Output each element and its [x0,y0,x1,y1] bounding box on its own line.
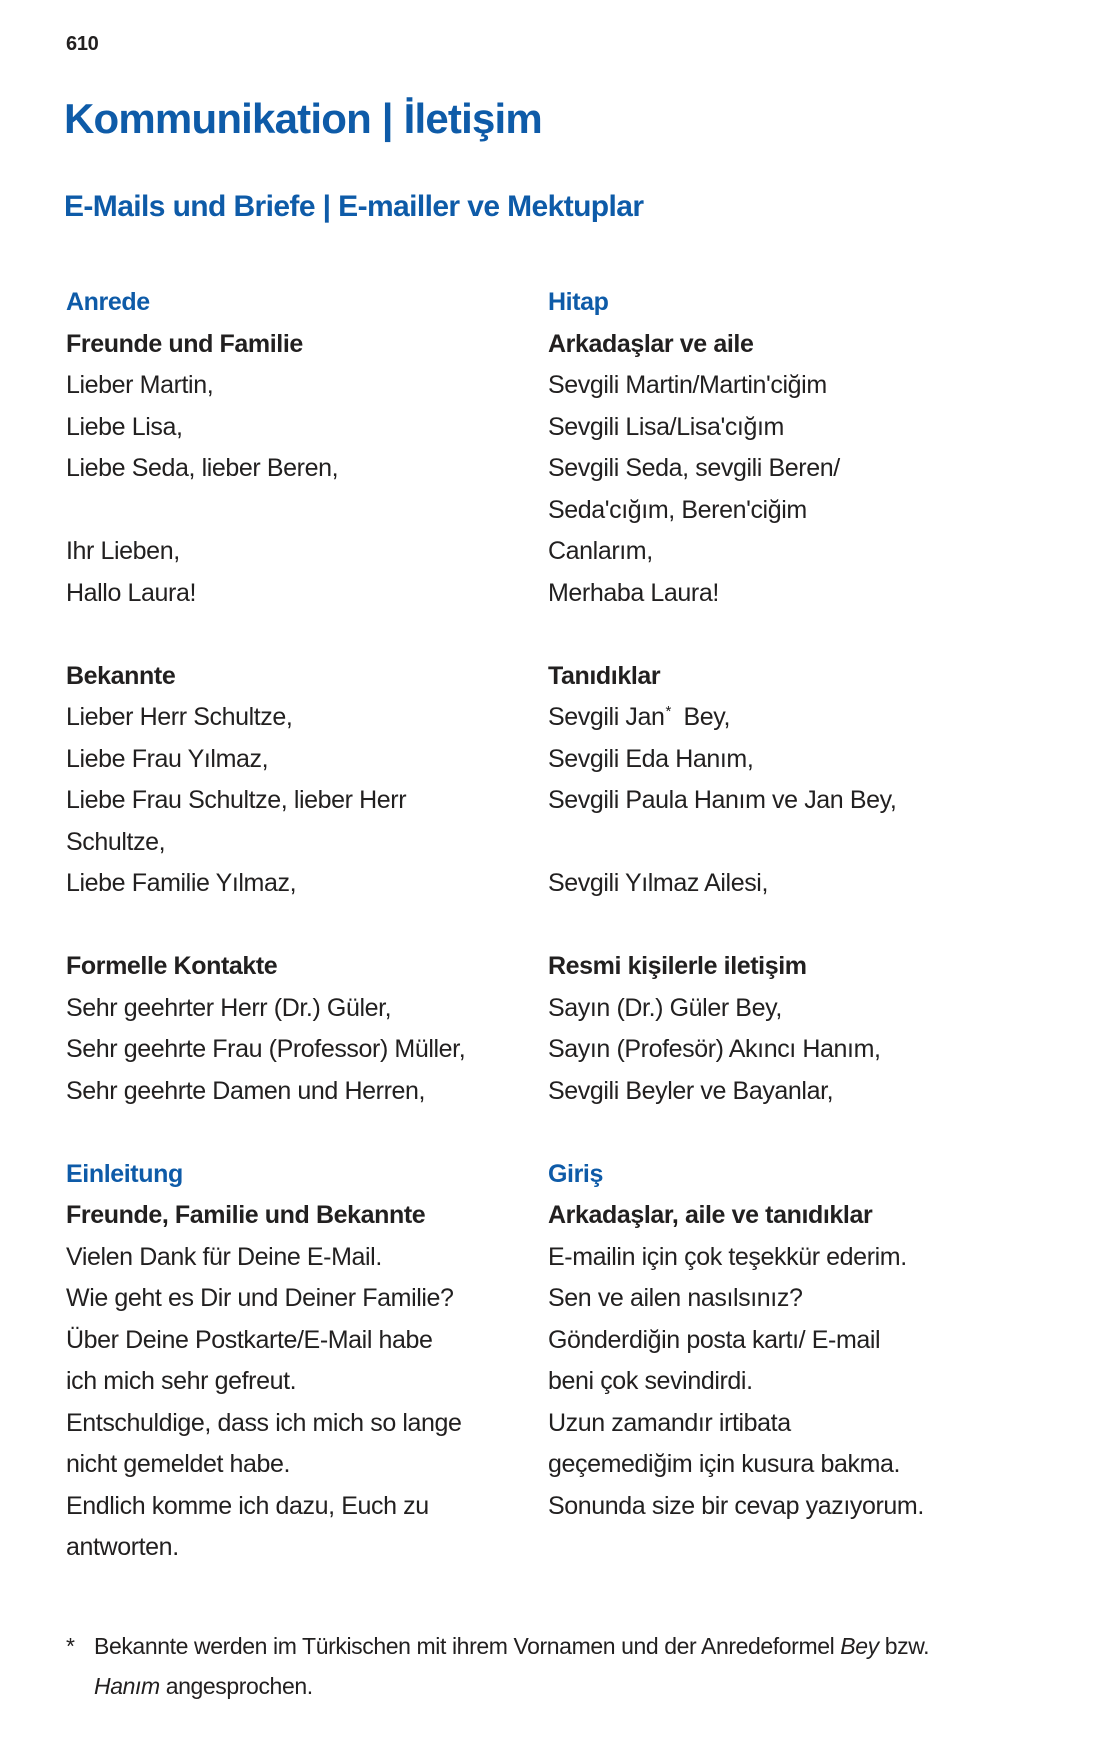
subsection-heading: Freunde und Familie [66,329,303,358]
phrase-line: Sehr geehrte Frau (Professor) Müller, [66,1035,466,1063]
phrase-line: E-mailin için çok teşekkür ederim. [548,1242,907,1271]
phrase-line: Liebe Frau Yılmaz, [66,744,269,773]
phrase-line: Sayın (Dr.) Güler Bey, [548,993,782,1022]
phrase-line: Liebe Lisa, [66,412,183,441]
footnote-segment: angesprochen. [159,1673,313,1699]
phrase-line [548,697,1081,739]
column-turkish [548,282,1081,1569]
spacer-line [66,614,548,656]
phrase-line: Vielen Dank für Deine E-Mail. [66,1242,382,1271]
phrase-line: Sehr geehrte Damen und Herren, [66,1076,426,1105]
footnote-term-italic: Hanım [94,1673,160,1699]
phrase-line: Merhaba Laura! [548,578,719,607]
phrase-line: Entschuldige, dass ich mich so lange [66,1408,462,1437]
phrase-line: Sayın (Profesör) Akıncı Hanım, [548,1035,881,1063]
subsection-heading: Bekannte [66,661,176,690]
column-german [66,282,548,1569]
spacer-line [548,905,1081,947]
spacer-line [548,1112,1081,1154]
page-subtitle: E-Mails und Briefe | E-mailler ve Mektuplar [64,190,644,223]
phrase-line: Lieber Herr Schultze, [66,703,293,731]
phrase-line: Sevgili Lisa/Lisa'cığım [548,412,784,441]
phrase-line: nicht gemeldet habe. [66,1450,291,1478]
phrase-line: Hallo Laura! [66,578,197,607]
footnote-term-italic: Bey [840,1633,879,1659]
phrase-line: Seda'cığım, Beren'ciğim [548,495,807,524]
subsection-heading: Freunde, Familie und Bekannte [66,1201,426,1229]
phrase-line: Liebe Frau Schultze, lieber Herr [66,786,407,814]
footnote-segment: Bekannte werden im Türkischen mit ihrem Vornamen und der Anredeformel [94,1633,841,1659]
footnote-marker: * [66,1633,75,1659]
phrase-line: Sevgili Paula Hanım ve Jan Bey, [548,786,897,814]
phrase-line: Liebe Seda, lieber Beren, [66,454,339,482]
phrase-line: Sen ve ailen nasılsınız? [548,1284,803,1312]
phrase-line: Sevgili Seda, sevgili Beren/ [548,454,840,482]
phrase-line: Über Deine Postkarte/E-Mail habe [66,1325,433,1354]
phrase-line: antworten. [66,1533,179,1561]
phrase-line: beni çok sevindirdi. [548,1367,753,1395]
footnote [66,1626,1051,1706]
phrase-text: Sevgili Jan [548,703,665,731]
phrase-line: Lieber Martin, [66,371,214,399]
phrase-columns [66,282,1081,1569]
phrase-line: Sevgili Martin/Martin'ciğim [548,371,827,399]
phrase-line: Gönderdiğin posta kartı/ E-mail [548,1325,881,1354]
phrase-line: Sehr geehrter Herr (Dr.) Güler, [66,993,392,1022]
footnote-line [94,1666,1051,1706]
footnote-reference-asterisk: * [665,703,671,720]
footnote-text [94,1626,1051,1706]
phrase-line: Sonunda size bir cevap yazıyorum. [548,1491,924,1520]
section-heading: Hitap [548,288,609,316]
subsection-heading: Arkadaşlar, aile ve tanıdıklar [548,1201,873,1229]
phrase-text: Bey, [676,703,731,731]
subsection-heading: Formelle Kontakte [66,952,278,980]
phrase-line: ich mich sehr gefreut. [66,1367,297,1395]
phrase-line: Sevgili Yılmaz Ailesi, [548,869,768,897]
page-title: Kommunikation | İletişim [64,95,542,142]
page-number: 610 [66,33,99,55]
phrase-line: Schultze, [66,827,166,856]
spacer-line [66,1112,548,1154]
phrase-line: Wie geht es Dir und Deiner Familie? [66,1284,454,1312]
spacer-line [548,822,1081,864]
section-heading: Giriş [548,1159,603,1188]
phrase-line: geçemediğim için kusura bakma. [548,1450,901,1478]
spacer-line [548,614,1081,656]
footnote-segment: bzw. [878,1633,930,1659]
phrase-line: Uzun zamandır irtibata [548,1408,791,1437]
phrase-line: Ihr Lieben, [66,537,180,565]
phrase-line: Endlich komme ich dazu, Euch zu [66,1491,429,1520]
spacer-line [66,905,548,947]
phrase-line: Sevgili Beyler ve Bayanlar, [548,1076,834,1105]
phrase-line: Canlarım, [548,537,653,565]
spacer-line [548,1527,1081,1569]
phrase-line: Sevgili Eda Hanım, [548,744,754,773]
section-heading: Anrede [66,288,150,316]
section-heading: Einleitung [66,1159,183,1188]
subsection-heading: Resmi kişilerle iletişim [548,952,807,980]
phrase-line: Liebe Familie Yılmaz, [66,869,297,897]
footnote-line [94,1626,1051,1666]
spacer-line [66,490,548,532]
subsection-heading: Tanıdıklar [548,661,661,690]
subsection-heading: Arkadaşlar ve aile [548,329,754,358]
